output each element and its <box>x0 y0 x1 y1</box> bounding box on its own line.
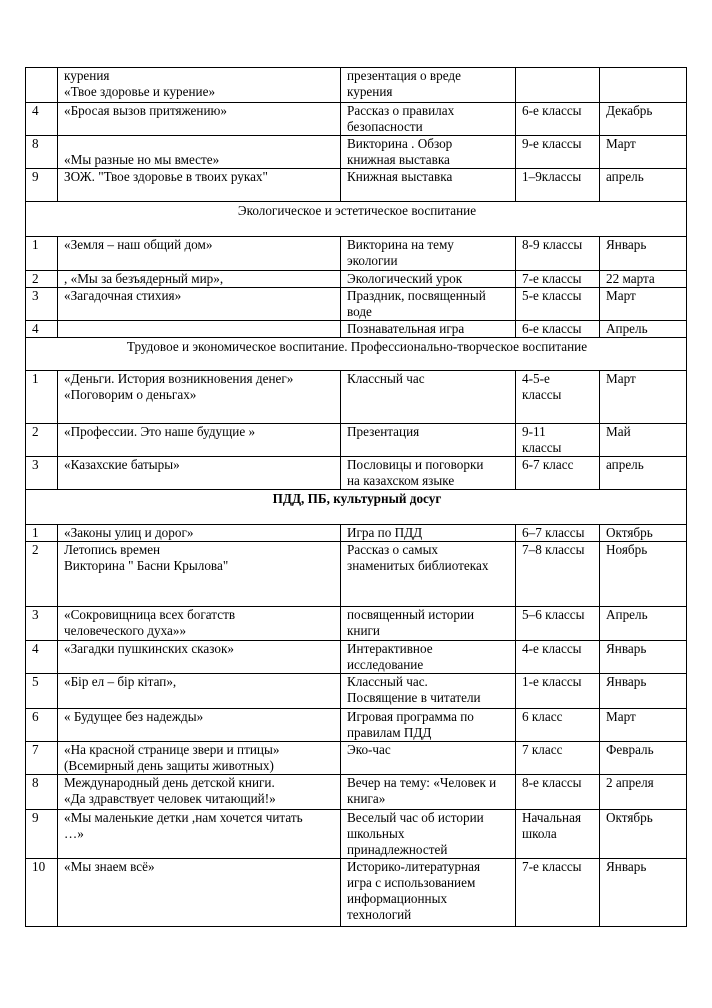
section-title: Экологическое и эстетическое воспитание <box>26 202 687 237</box>
cell-date: Май <box>600 424 687 457</box>
cell-title: «Профессии. Это наше будущие » <box>58 424 341 457</box>
cell-num: 3 <box>26 288 58 321</box>
cell-title: «Мы знаем всё» <box>58 859 341 927</box>
cell-date: апрель <box>600 169 687 202</box>
cell-date: Декабрь <box>600 103 687 136</box>
cell-audience: 6 класс <box>516 709 600 742</box>
cell-date: Январь <box>600 237 687 271</box>
table-row <box>26 709 687 742</box>
table-row <box>26 169 687 202</box>
table-row <box>26 742 687 775</box>
cell-num: 4 <box>26 321 58 338</box>
cell-date: Октябрь <box>600 525 687 542</box>
cell-form: Викторина на тему экологии <box>341 237 516 271</box>
section-header-row <box>26 490 687 525</box>
cell-title: «Земля – наш общий дом» <box>58 237 341 271</box>
table-row <box>26 674 687 709</box>
table-row <box>26 288 687 321</box>
table-row <box>26 775 687 810</box>
cell-date <box>600 68 687 103</box>
cell-date: Январь <box>600 859 687 927</box>
table-row <box>26 103 687 136</box>
table-row <box>26 321 687 338</box>
cell-num: 1 <box>26 525 58 542</box>
cell-num <box>26 68 58 103</box>
table-row <box>26 424 687 457</box>
table-row <box>26 607 687 641</box>
cell-title: «Казахские батыры» <box>58 457 341 490</box>
cell-num: 2 <box>26 542 58 607</box>
cell-audience: 7 класс <box>516 742 600 775</box>
cell-audience: 1–9классы <box>516 169 600 202</box>
cell-num: 4 <box>26 103 58 136</box>
cell-form: Вечер на тему: «Человек и книга» <box>341 775 516 810</box>
cell-title: «На красной странице звери и птицы» (Всемирный день защиты животных) <box>58 742 341 775</box>
section-header-row <box>26 338 687 371</box>
section-title: Трудовое и экономическое воспитание. Профессионально-творческое воспитание <box>26 338 687 371</box>
cell-date: апрель <box>600 457 687 490</box>
cell-num: 1 <box>26 371 58 424</box>
table-row <box>26 136 687 169</box>
cell-title: «Загадочная стихия» <box>58 288 341 321</box>
cell-num: 4 <box>26 641 58 674</box>
cell-date: Январь <box>600 674 687 709</box>
cell-date: Ноябрь <box>600 542 687 607</box>
cell-title: «Деньги. История возникновения денег» «Поговорим о деньгах» <box>58 371 341 424</box>
cell-form: Эко-час <box>341 742 516 775</box>
table-row <box>26 525 687 542</box>
cell-form: Познавательная игра <box>341 321 516 338</box>
cell-audience: 1-е классы <box>516 674 600 709</box>
cell-audience: 7-е классы <box>516 271 600 288</box>
cell-audience: 7-е классы <box>516 859 600 927</box>
cell-title: , «Мы за безъядерный мир», <box>58 271 341 288</box>
table-row <box>26 271 687 288</box>
cell-audience: 6-7 класс <box>516 457 600 490</box>
cell-audience: 4-е классы <box>516 641 600 674</box>
cell-num: 10 <box>26 859 58 927</box>
cell-audience: 7–8 классы <box>516 542 600 607</box>
table-row <box>26 371 687 424</box>
cell-form: Рассказ о правилах безопасности <box>341 103 516 136</box>
cell-num: 2 <box>26 424 58 457</box>
cell-title: « Будущее без надежды» <box>58 709 341 742</box>
cell-audience: 9-11 классы <box>516 424 600 457</box>
cell-num: 3 <box>26 457 58 490</box>
cell-form: Презентация <box>341 424 516 457</box>
cell-form: посвященный истории книги <box>341 607 516 641</box>
cell-audience: 6–7 классы <box>516 525 600 542</box>
cell-date: 22 марта <box>600 271 687 288</box>
cell-date: Март <box>600 136 687 169</box>
cell-num: 6 <box>26 709 58 742</box>
cell-form: Интерактивное исследование <box>341 641 516 674</box>
cell-audience: 6-е классы <box>516 321 600 338</box>
cell-date: Март <box>600 371 687 424</box>
events-table <box>25 67 687 927</box>
table-row <box>26 859 687 927</box>
cell-form: Экологический урок <box>341 271 516 288</box>
cell-form: Классный час <box>341 371 516 424</box>
cell-title: ЗОЖ. "Твое здоровье в твоих руках" <box>58 169 341 202</box>
cell-title: «Мы маленькие детки ,нам хочется читать …» <box>58 810 341 859</box>
cell-title: «Сокровищница всех богатств человеческого духа»» <box>58 607 341 641</box>
cell-form: Историко-литературная игра с использованием информационных технологий <box>341 859 516 927</box>
table-row <box>26 641 687 674</box>
cell-title: «Мы разные но мы вместе» <box>58 136 341 169</box>
cell-date: Апрель <box>600 321 687 338</box>
cell-audience: Начальная школа <box>516 810 600 859</box>
cell-num: 2 <box>26 271 58 288</box>
cell-title: «Законы улиц и дорог» <box>58 525 341 542</box>
cell-num: 9 <box>26 169 58 202</box>
cell-date: Октябрь <box>600 810 687 859</box>
cell-date: Март <box>600 709 687 742</box>
cell-form: Игровая программа по правилам ПДД <box>341 709 516 742</box>
cell-num: 7 <box>26 742 58 775</box>
cell-title: «Бросая вызов притяжению» <box>58 103 341 136</box>
cell-form: Рассказ о самых знаменитых библиотеках <box>341 542 516 607</box>
cell-num: 8 <box>26 136 58 169</box>
cell-num: 9 <box>26 810 58 859</box>
cell-form: Пословицы и поговорки на казахском языке <box>341 457 516 490</box>
cell-title: Международный день детской книги. «Да здравствует человек читающий!» <box>58 775 341 810</box>
cell-title: курения «Твое здоровье и курение» <box>58 68 341 103</box>
table-row <box>26 457 687 490</box>
cell-num: 5 <box>26 674 58 709</box>
cell-date: Февраль <box>600 742 687 775</box>
cell-form: Веселый час об истории школьных принадлежностей <box>341 810 516 859</box>
cell-date: Январь <box>600 641 687 674</box>
cell-title: Летопись времен Викторина " Басни Крылова" <box>58 542 341 607</box>
cell-title <box>58 321 341 338</box>
cell-form: Книжная выставка <box>341 169 516 202</box>
table-row <box>26 542 687 607</box>
cell-num: 3 <box>26 607 58 641</box>
cell-title: «Бір ел – бір кітап», <box>58 674 341 709</box>
cell-audience: 8-9 классы <box>516 237 600 271</box>
cell-form: Викторина . Обзор книжная выставка <box>341 136 516 169</box>
table-row <box>26 810 687 859</box>
cell-audience: 4-5-е классы <box>516 371 600 424</box>
cell-title: «Загадки пушкинских сказок» <box>58 641 341 674</box>
cell-num: 8 <box>26 775 58 810</box>
section-header-row <box>26 202 687 237</box>
cell-form: Игра по ПДД <box>341 525 516 542</box>
cell-audience <box>516 68 600 103</box>
cell-audience: 5–6 классы <box>516 607 600 641</box>
cell-audience: 9-е классы <box>516 136 600 169</box>
cell-num: 1 <box>26 237 58 271</box>
cell-form: презентация о вреде курения <box>341 68 516 103</box>
cell-form: Праздник, посвященный воде <box>341 288 516 321</box>
table-row <box>26 68 687 103</box>
cell-date: Март <box>600 288 687 321</box>
cell-audience: 5-е классы <box>516 288 600 321</box>
cell-audience: 8-е классы <box>516 775 600 810</box>
cell-date: Апрель <box>600 607 687 641</box>
section-title: ПДД, ПБ, культурный досуг <box>26 490 687 525</box>
cell-date: 2 апреля <box>600 775 687 810</box>
cell-form: Классный час. Посвящение в читатели <box>341 674 516 709</box>
table-row <box>26 237 687 271</box>
cell-audience: 6-е классы <box>516 103 600 136</box>
